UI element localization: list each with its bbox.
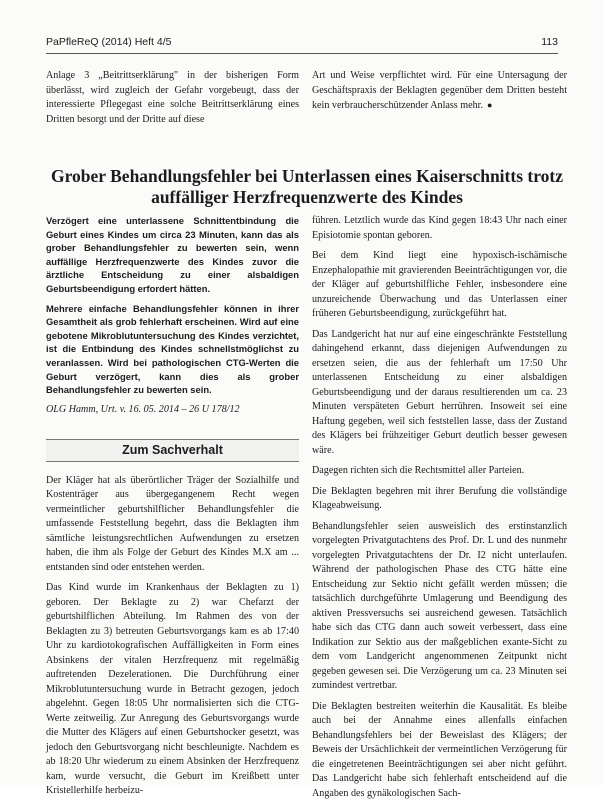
body-paragraph: Behandlungsfehler seien ausweislich des erstinstanzlich vorgelegten Privatgutachtens des Prof. Dr. L und des nunmehr vorgelegten Privatgutachtens der Dr. I2 nicht unterlaufen. Während der pathologischen Phase des CTG hätte eine Entscheidung zur Sektio nicht gefällt werden müssen; die tatsächlich durchgeführte Umlagerung und Beendigung des aktiven Pressversuchs sei ausreichend gewesen. Tatsächlich habe sich das CTG dann auch soweit verbessert, dass eine Indikation zur Sektio aus der maßgeblichen exante-Sicht zu dem vom Landgericht angenommenen Zeitpunkt nicht gegeben gewesen sei. Die Verzögerung um ca. 23 Minuten sei zumindest vertretbar.: [312, 520, 567, 691]
body-paragraph: Die Beklagten begehren mit ihrer Berufung die vollständige Klageabweisung.: [312, 485, 567, 511]
body-paragraph: Das Kind wurde im Krankenhaus der Beklagten zu 1) geboren. Der Beklagte zu 2) war Chefarzt der geburtshilflichen Abteilung. Im Rahmen des von der Beklagten zu 3) betreuten Geburtsvorgangs kam es ab 17:40 Uhr zu kardiotokografischen Auffälligkeiten in Form eines Absinkens der vitalen Herzfrequenz mit regelmäßig auftretenden Dezelerationen. Die Durchführung einer Mikroblutuntersuchung wurde in Betracht gezogen, jedoch abgelehnt. Gegen 18:05 Uhr normalisierten sich die CTG-Werte zeitweilig. Zur Anregung des Geburtsvorgangs wurde die Mutter des Klägers auf einen Geburtshocker gesetzt, was jedoch den Geburtsvorgang nicht beschleunigte. Nachdem es ab 18:20 Uhr wiederum zu einem Absinken der Herzfrequenz kam, wurde versucht, die Geburt im Kreißbett unter Kristellerhilfe herbeizu-: [46, 582, 299, 797]
header-rule: [46, 53, 558, 54]
previous-article-left-column: [46, 69, 299, 133]
previous-article-text-right: Art und Weise verpflichtet wird. Für eine Untersagung der Geschäftspraxis der Beklagten gegenüber dem Dritten besteht kein verbraucherschützender Anlass mehr.: [312, 70, 567, 111]
journal-title: PaPfleReQ (2014) Heft 4/5: [46, 36, 172, 48]
previous-article-text-left: Anlage 3 „Beitrittserklärung" in der bisherigen Form überlässt, wird zugleich der Gefahr vorgebeugt, dass der interessierte Pflegegast eine solche Beitrittserklärung eines Dritten besorgt und der Dritte auf diese: [46, 70, 299, 125]
lead-paragraph-1: Verzögert eine unterlassene Schnittentbindung die Geburt eines Kindes um circa 23 Minuten, kann das als grober Behandlungsfehler zu bewerten sein, wenn auffällige Herzfrequenzwerte des Kindes zuvor die ärztliche Entscheidung zu einer alsbaldigen Geburtsbeendigung erfordert hätten.: [46, 215, 299, 294]
article-left-column: [46, 214, 299, 805]
body-paragraph: Der Kläger hat als überörtlicher Träger der Sozialhilfe und Kostenträger aus übergegangenem Recht wegen vermeintlicher geburtshilflicher Behandlungsfehler die umfassende Feststellung begehrt, dass die Beklagten ihm sämtliche leistungsrechtlichen Aufwendungen zu ersetzen haben, die ihm als Folge der Geburt des Kindes M.X am ... entstanden sind oder entstehen werden.: [46, 474, 299, 573]
body-paragraph: führen. Letztlich wurde das Kind gegen 18:43 Uhr nach einer Episiotomie spontan geboren.: [312, 215, 567, 241]
body-paragraph: Das Landgericht hat nur auf eine eingeschränkte Feststellung dahingehend erkannt, dass diejenigen Aufwendungen zu ersetzen seien, die aus der fehlerhaft um 17:50 Uhr unterlassenen Entscheidung zu einer alsbaldigen Geburtsbeendigung und der daraus resultierenden um ca. 23 Minuten verspäteten Geburt herrühren. Insoweit sei eine Haftung gegeben, weil sich feststellen lasse, dass der Zustand des Klägers bei frühzeitiger Geburt deutlich besser gewesen wäre.: [312, 328, 567, 456]
body-paragraph: Die Beklagten bestreiten weiterhin die Kausalität. Es bleibe auch bei der Annahme eines allenfalls einfachen Behandlungsfehlers bei der Beweislast des Klägers; der Beweis der Ursächlichkeit der vermeintlichen Verzögerung für die eingetretenen Beeinträchtigungen sei aber nicht geführt. Das Landgericht habe sich fehlerhaft entscheidend auf die Angaben des gynäkologischen Sach-: [312, 700, 567, 799]
article-right-column: [312, 214, 567, 807]
section-heading: Zum Sachverhalt: [46, 439, 299, 462]
court-citation: OLG Hamm, Urt. v. 16. 05. 2014 – 26 U 178/12: [46, 403, 240, 415]
body-paragraph: Bei dem Kind liegt eine hypoxisch-ischämische Enzephalopathie mit gravierenden Beeinträchtigungen vor, die der Kläger auf geburtshilfliche Fehler, insbesondere eine unzureichende Überwachung und das Unterlassen einer früheren Geburtsbeendigung, zurückgeführt hat.: [312, 250, 567, 319]
end-of-article-mark: ●: [486, 100, 493, 110]
previous-article-right-column: [312, 69, 567, 120]
previous-article-paragraph-right: [312, 69, 567, 114]
page-number: 113: [541, 36, 558, 48]
article-title: Grober Behandlungsfehler bei Unterlassen eines Kaiserschnitts trotz auffälliger Herzfrequenzwerte des Kindes: [50, 166, 564, 207]
page-header: [46, 36, 558, 50]
body-paragraph: Dagegen richten sich die Rechtsmittel aller Parteien.: [312, 465, 525, 476]
lead-paragraph-2: Mehrere einfache Behandlungsfehler können in ihrer Gesamtheit als grob fehlerhaft erscheinen. Wird auf eine gebotene Mikroblutuntersuchung des Kindes verzichtet, ist die Entbindung des Kindes schnellstmöglichst zu veranlassen. Wird bei pathologischen CTG-Werten die Geburt verzögert, kann dies als grober Behandlungsfehler zu bewerten sein.: [46, 302, 299, 396]
